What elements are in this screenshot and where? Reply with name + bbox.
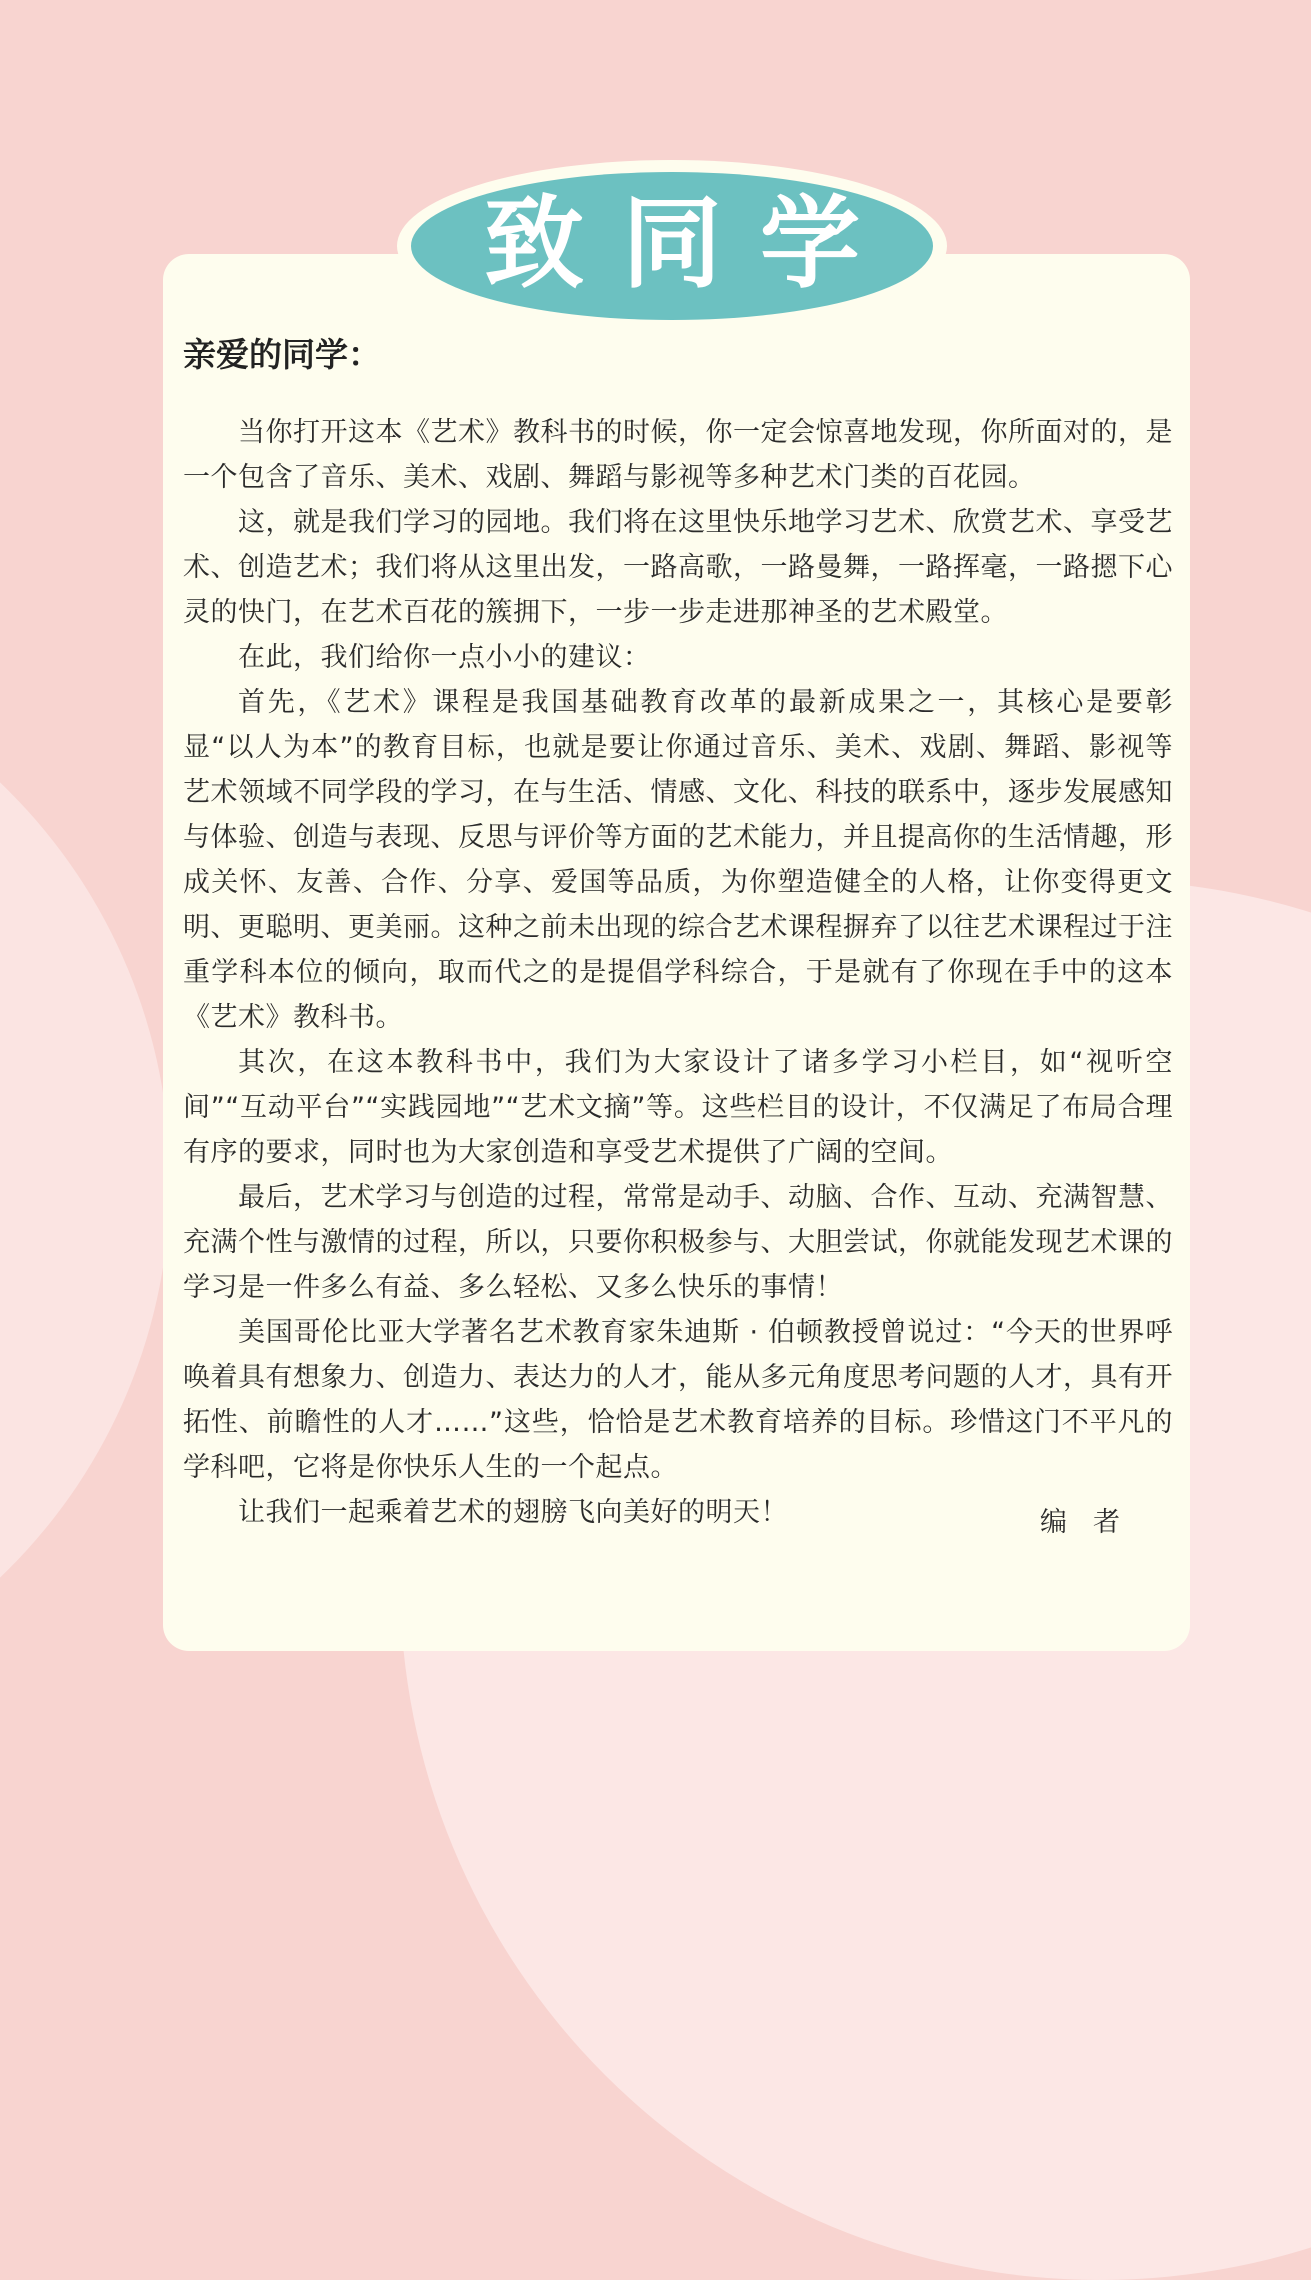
title-oval-frame [397,160,947,332]
signature: 编者 [1040,1507,1146,1538]
background-circle-left [0,630,170,1730]
paragraph: 其次，在这本教科书中，我们为大家设计了诸多学习小栏目，如“视听空间”“互动平台”“实践园地”“艺术文摘”等。这些栏目的设计，不仅满足了布局合理有序的要求，同时也为大家创造和享受艺术提供了广阔的空间。 [183,1047,1173,1168]
paragraph: 这，就是我们学习的园地。我们将在这里快乐地学习艺术、欣赏艺术、享受艺术、创造艺术；我们将从这里出发，一路高歌，一路曼舞，一路挥毫，一路摁下心灵的快门，在艺术百花的簇拥下，一步一步走进那神圣的艺术殿堂。 [183,507,1173,628]
paragraph: 当你打开这本《艺术》教科书的时候，你一定会惊喜地发现，你所面对的，是一个包含了音乐、美术、戏剧、舞蹈与影视等多种艺术门类的百花园。 [183,417,1173,493]
greeting: 亲爱的同学： [183,335,381,374]
paragraph: 美国哥伦比亚大学著名艺术教育家朱迪斯 · 伯顿教授曾说过：“今天的世界呼唤着具有想象力、创造力、表达力的人才，能从多元角度思考问题的人才，具有开拓性、前瞻性的人才……”这些，恰恰是艺术教育培养的目标。珍惜这门不平凡的学科吧，它将是你快乐人生的一个起点。 [183,1317,1173,1483]
paragraph: 让我们一起乘着艺术的翅膀飞向美好的明天！ [238,1497,788,1528]
paragraph: 最后，艺术学习与创造的过程，常常是动手、动脑、合作、互动、充满智慧、充满个性与激情的过程，所以，只要你积极参与、大胆尝试，你就能发现艺术课的学习是一件多么有益、多么轻松、又多么快乐的事情！ [183,1182,1173,1303]
paragraph: 首先，《艺术》课程是我国基础教育改革的最新成果之一，其核心是要彰显“以人为本”的教育目标，也就是要让你通过音乐、美术、戏剧、舞蹈、影视等艺术领域不同学段的学习，在与生活、情感、文化、科技的联系中，逐步发展感知与体验、创造与表现、反思与评价等方面的艺术能力，并且提高你的生活情趣，形成关怀、友善、合作、分享、爱国等品质，为你塑造健全的人格，让你变得更文明、更聪明、更美丽。这种之前未出现的综合艺术课程摒弃了以往艺术课程过于注重学科本位的倾向，取而代之的是提倡学科综合，于是就有了你现在手中的这本《艺术》教科书。 [183,687,1173,1033]
letter-content [183,330,1173,1535]
page-title: 致同学 [484,184,898,302]
paragraph: 在此，我们给你一点小小的建议： [238,642,651,673]
title-oval [411,172,933,320]
